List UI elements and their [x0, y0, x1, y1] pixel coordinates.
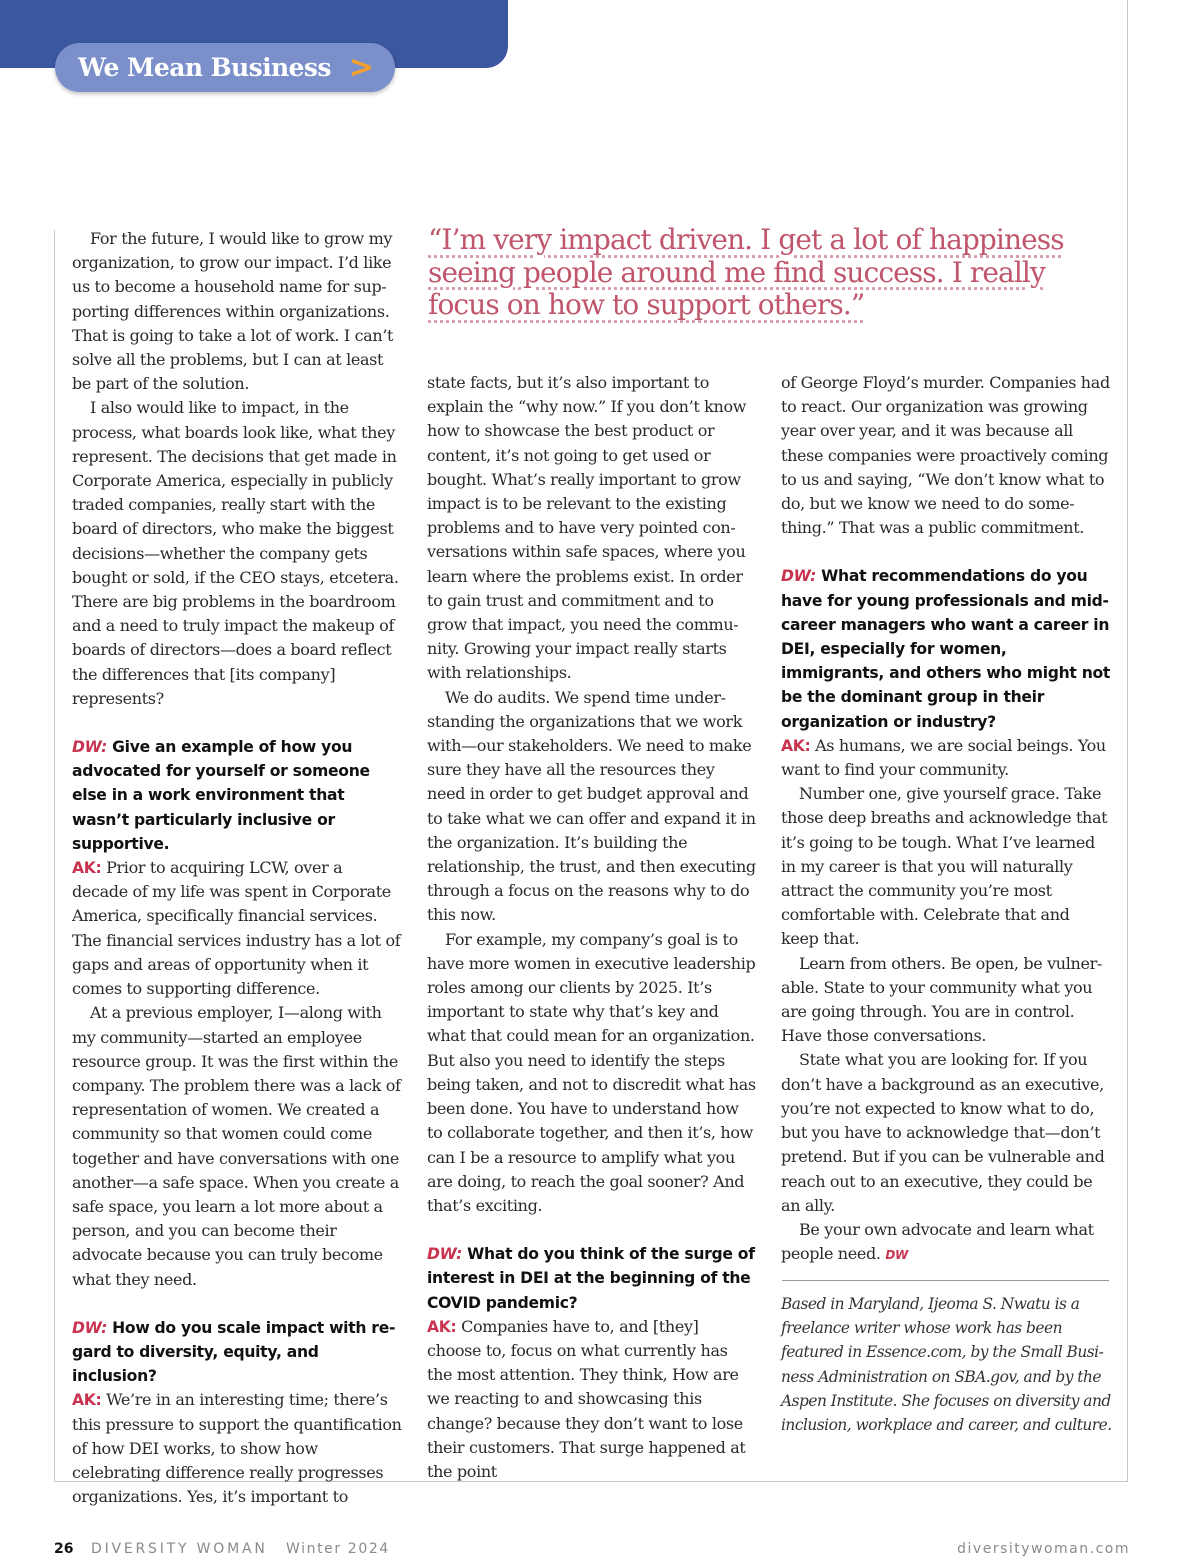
paragraph: Learn from others. Be open, be vulnerable. State to your community what you are going through. You are in control. Have those conversations. — [781, 953, 1103, 1046]
paragraph: At a previous employer, I—along with my community—started an employee resource group. It was the first within the company. The problem there was a lack of representation of women. We created a community so that women could come together and have conversations with one another—a safe space. When you create a safe space, you learn a lot more about a person, and you can become their advocate because you can truly become what they need. — [72, 1003, 401, 1289]
article-column-1 — [72, 227, 402, 1509]
end-mark: DW — [885, 1248, 908, 1263]
bio-divider — [782, 1280, 1109, 1281]
paragraph: State what you are looking for. If you don’t have a background as an executive, you’re not expected to know what to do, but you have to acknowledge that—don’t pretend. But if you can be vulnerable and reach out to an executive, they could be an ally. — [781, 1050, 1105, 1215]
paragraph: Number one, give yourself grace. Take those deep breaths and acknowledge that it’s going to be tough. What I’ve learned in my career is that you will naturally attract the community you’re most comfortable with. Celebrate that and keep that. — [781, 784, 1108, 949]
interview-answer — [72, 856, 402, 1001]
website-link[interactable]: diversitywoman.com — [957, 1541, 1130, 1557]
answer-text: Companies have to, and [they] choose to, focus on what currently has the most attention. They think, How are we reacting to and showcasing this change? because they don’t want to lose their customers. That surge happened at the point — [427, 1316, 746, 1481]
page-number: 26 — [54, 1541, 74, 1557]
paragraph: of George Floyd’s murder. Companies had to react. Our organization was growing year over year, and it was because all these companies were proactively coming to us and saying, “We don’t know what to do, but we know we need to do something.” That was a public commitment. — [781, 373, 1110, 538]
interviewer-tag: DW: — [72, 738, 108, 757]
question-text: What do you think of the surge of interest in DEI at the beginning of the COVID pandemic? — [427, 1245, 755, 1312]
interview-answer — [427, 1315, 757, 1484]
question-text: What recommendations do you have for young professionals and mid-career managers who want a career in DEI, especially for women, immigrants, and others who might not be the dominant group in their organization or industry? — [781, 567, 1111, 731]
section-title: We Mean Business — [78, 53, 331, 82]
answer-text: We’re in an interesting time; there’s this pressure to support the quantification of how DEI works, to show how celebrating difference really progresses organizations. Yes, it’s important to — [72, 1390, 402, 1507]
pull-quote: “I’m very impact driven. I get a lot of happiness seeing people around me find success. I really focus on how to support others.” — [428, 223, 1064, 321]
interview-answer — [72, 1388, 402, 1509]
paragraph: state facts, but it’s also important to explain the “why now.” If you don’t know how to showcase the best product or content, it’s not going to get used or bought. What’s really important to grow impact is to be relevant to the existing problems and to have very pointed conversations within safe spaces, where you learn where the problems exist. In order to gain trust and commitment and to grow that impact, you need the community. Growing your impact really starts with relationships. — [427, 373, 747, 683]
answer-text: As humans, we are social beings. You want to find your community. — [781, 735, 1106, 780]
answer-text: Prior to acquiring LCW, over a decade of my life was spent in Corporate America, specifically financial services. The financial services industry has a lot of gaps and areas of opportunity when it comes to supporting difference. — [72, 858, 401, 999]
paragraph: I also would like to impact, in the process, what boards look like, what they represent. The decisions that get made in Corporate America, especially in publicly traded companies, really start with the board of directors, who make the biggest decisions—whether the company gets bought or sold, if the CEO stays, etcetera. There are big problems in the boardroom and a need to truly impact the makeup of boards of directors—does a board reflect the differences that [its company] represents? — [72, 398, 399, 708]
interview-question — [781, 564, 1111, 733]
frame-rule-right — [1127, 0, 1128, 1482]
article-column-3 — [781, 371, 1111, 1267]
interview-question — [72, 1316, 402, 1389]
interview-answer — [781, 734, 1111, 782]
interviewee-tag: AK: — [781, 736, 811, 755]
interview-question — [72, 735, 402, 856]
paragraph: We do audits. We spend time understanding the organizations that we work with—our stakeholders. We need to make sure they have all the resources they need in order to get budget approval and to take what we can offer and expand it in the organization. It’s building the relationship, the trust, and then executing through a focus on the reasons why to do this now. — [427, 687, 756, 925]
interviewee-tag: AK: — [427, 1317, 457, 1336]
article-column-2 — [427, 371, 757, 1484]
interview-question — [427, 1242, 757, 1315]
paragraph: For the future, I would like to grow my organization, to grow our impact. I’d like us to become a household name for supporting differences within organizations. That is going to take a lot of work. I can’t solve all the problems, but I can at least be part of the solution. — [72, 229, 394, 394]
interviewer-tag: DW: — [781, 567, 817, 586]
section-tab — [55, 43, 395, 92]
interviewee-tag: AK: — [72, 1391, 102, 1410]
question-text: Give an example of how you advocated for yourself or someone else in a work environment that wasn’t particularly inclusive or supportive. — [72, 738, 370, 853]
author-bio: Based in Maryland, Ijeoma S. Nwatu is a freelance writer whose work has been featured in Essence.com, by the Small Business Administration on SBA.gov, and by the Aspen Institute. She focuses on diversity and inclusion, workplace and career, and culture. — [781, 1295, 1112, 1435]
paragraph: For example, my company’s goal is to have more women in executive leadership roles among our clients by 2025. It’s important to state why that’s key and what that could mean for an organization. But also you need to identify the steps being taken, and not to discredit what has been done. You have to understand how to collaborate together, and then it’s, how can I be a resource to amplify what you are doing, to reach the goal sooner? And that’s exciting. — [427, 929, 756, 1215]
paragraph-text: Be your own advocate and learn what people need. — [781, 1219, 1094, 1264]
frame-rule-left — [54, 230, 55, 1482]
interviewee-tag: AK: — [72, 859, 102, 878]
paragraph — [781, 1218, 1111, 1267]
magazine-name: DIVERSITY WOMAN — [91, 1541, 268, 1557]
question-text: How do you scale impact with regard to diversity, equity, and inclusion? — [72, 1318, 396, 1386]
interviewer-tag: DW: — [72, 1318, 108, 1337]
interviewer-tag: DW: — [427, 1245, 463, 1264]
chevron-right-icon: > — [348, 49, 374, 85]
issue-date: Winter 2024 — [286, 1541, 390, 1557]
